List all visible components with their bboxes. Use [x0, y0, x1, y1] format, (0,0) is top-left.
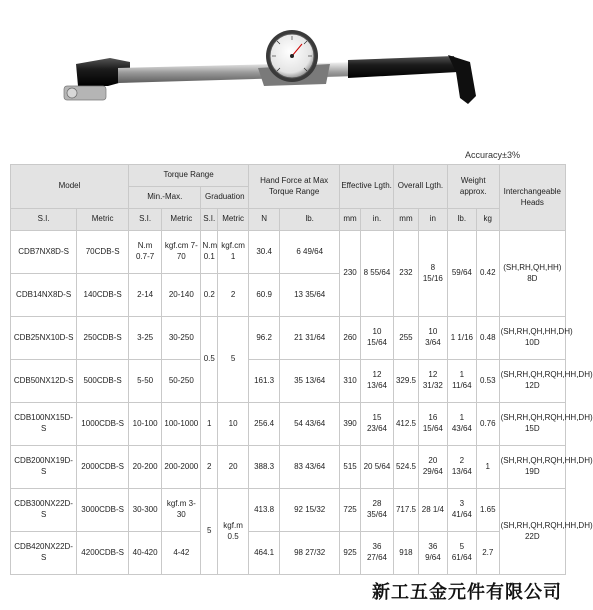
torque-wrench-illustration — [58, 28, 483, 128]
force-n-cell: 60.9 — [249, 274, 280, 317]
force-n-cell: 464.1 — [249, 532, 280, 575]
weight-lb-cell: 5 61/64 — [447, 532, 476, 575]
header-interchangeable-heads: Interchangeable Heads — [499, 165, 565, 231]
header-weight-kg: kg — [476, 209, 499, 231]
force-lb-cell: 21 31/64 — [280, 317, 340, 360]
force-lb-cell: 54 43/64 — [280, 403, 340, 446]
table-row — [11, 489, 566, 532]
table-row — [11, 403, 566, 446]
heads-cell: (SH,RH,QH,RQH,HH,DH) 19D — [499, 446, 565, 489]
range-metric-cell: kgf.m 3-30 — [162, 489, 201, 532]
model-si-cell: CDB7NX8D-S — [11, 231, 77, 274]
ov-mm-cell: 717.5 — [394, 489, 419, 532]
range-metric-cell: 200-2000 — [162, 446, 201, 489]
header-force-n: N — [249, 209, 280, 231]
force-n-cell: 30.4 — [249, 231, 280, 274]
table-row — [11, 360, 566, 403]
eff-mm-cell: 310 — [340, 360, 361, 403]
model-si-cell: CDB50NX12D-S — [11, 360, 77, 403]
force-lb-cell: 83 43/64 — [280, 446, 340, 489]
force-n-cell: 256.4 — [249, 403, 280, 446]
ov-in-cell: 16 15/64 — [418, 403, 447, 446]
header-range-si: S.I. — [129, 209, 162, 231]
table-row — [11, 317, 566, 360]
weight-kg-cell: 1 — [476, 446, 499, 489]
grad-si-cell: N.m 0.1 — [201, 231, 218, 274]
grad-metric-cell: kgf.m 0.5 — [218, 489, 249, 575]
eff-mm-cell: 725 — [340, 489, 361, 532]
heads-cell: (SH,RH,QH,RQH,HH,DH) 22D — [499, 489, 565, 575]
torque-wrench-photo — [58, 28, 483, 128]
range-si-cell: 10-100 — [129, 403, 162, 446]
header-ov-in: in — [418, 209, 447, 231]
model-si-cell: CDB14NX8D-S — [11, 274, 77, 317]
range-metric-cell: 30-250 — [162, 317, 201, 360]
header-force-lb: lb. — [280, 209, 340, 231]
range-si-cell: 3-25 — [129, 317, 162, 360]
eff-in-cell: 12 13/64 — [360, 360, 393, 403]
torque-wrench-spec-table — [10, 164, 593, 575]
range-metric-cell: 4-42 — [162, 532, 201, 575]
grad-metric-cell: 5 — [218, 317, 249, 403]
weight-lb-cell: 1 1/16 — [447, 317, 476, 360]
header-graduation: Graduation — [201, 187, 249, 209]
eff-mm-cell: 390 — [340, 403, 361, 446]
table-row — [11, 532, 566, 575]
range-si-cell: 20-200 — [129, 446, 162, 489]
header-range-metric: Metric — [162, 209, 201, 231]
heads-cell: (SH,RH,QH,RQH,HH,DH) 12D — [499, 360, 565, 403]
model-si-cell: CDB100NX15D-S — [11, 403, 77, 446]
force-lb-cell: 92 15/32 — [280, 489, 340, 532]
range-si-cell: N.m 0.7-7 — [129, 231, 162, 274]
eff-in-cell: 20 5/64 — [360, 446, 393, 489]
table-row — [11, 446, 566, 489]
weight-kg-cell: 1.65 — [476, 489, 499, 532]
grad-si-cell: 2 — [201, 446, 218, 489]
ov-in-cell: 10 3/64 — [418, 317, 447, 360]
company-name: 新工五金元件有限公司 — [372, 582, 562, 603]
heads-cell: (SH,RH,QH,HH,DH) 10D — [499, 317, 565, 360]
ov-mm-cell: 329.5 — [394, 360, 419, 403]
ov-mm-cell: 524.5 — [394, 446, 419, 489]
ov-mm-cell: 255 — [394, 317, 419, 360]
accuracy-note: Accuracy±3% — [465, 150, 520, 160]
grad-metric-cell: 20 — [218, 446, 249, 489]
ov-mm-cell: 412.5 — [394, 403, 419, 446]
weight-kg-cell: 2.7 — [476, 532, 499, 575]
eff-in-cell: 28 35/64 — [360, 489, 393, 532]
force-lb-cell: 98 27/32 — [280, 532, 340, 575]
weight-lb-cell: 1 11/64 — [447, 360, 476, 403]
heads-cell: (SH,RH,QH,RQH,HH,DH) 15D — [499, 403, 565, 446]
ov-mm-cell: 918 — [394, 532, 419, 575]
range-si-cell: 2-14 — [129, 274, 162, 317]
grad-si-cell: 0.2 — [201, 274, 218, 317]
range-si-cell: 5-50 — [129, 360, 162, 403]
grad-metric-cell: kgf.cm 1 — [218, 231, 249, 274]
model-si-cell: CDB420NX22D-S — [11, 532, 77, 575]
ov-in-cell: 8 15/16 — [418, 231, 447, 317]
header-eff-in: in. — [360, 209, 393, 231]
force-lb-cell: 6 49/64 — [280, 231, 340, 274]
header-model-metric: Metric — [77, 209, 129, 231]
grad-si-cell: 0.5 — [201, 317, 218, 403]
weight-kg-cell: 0.53 — [476, 360, 499, 403]
model-metric-cell: 70CDB-S — [77, 231, 129, 274]
header-overall-length: Overall Lgth. — [394, 165, 448, 209]
grad-metric-cell: 10 — [218, 403, 249, 446]
model-si-cell: CDB25NX10D-S — [11, 317, 77, 360]
model-metric-cell: 250CDB-S — [77, 317, 129, 360]
model-metric-cell: 2000CDB-S — [77, 446, 129, 489]
weight-lb-cell: 3 41/64 — [447, 489, 476, 532]
ov-in-cell: 20 29/64 — [418, 446, 447, 489]
header-ov-mm: mm — [394, 209, 419, 231]
range-si-cell: 30-300 — [129, 489, 162, 532]
range-si-cell: 40-420 — [129, 532, 162, 575]
force-n-cell: 388.3 — [249, 446, 280, 489]
eff-mm-cell: 260 — [340, 317, 361, 360]
ov-in-cell: 12 31/32 — [418, 360, 447, 403]
ov-in-cell: 28 1/4 — [418, 489, 447, 532]
weight-lb-cell: 1 43/64 — [447, 403, 476, 446]
weight-lb-cell: 59/64 — [447, 231, 476, 317]
header-weight: Weight approx. — [447, 165, 499, 209]
eff-in-cell: 10 15/64 — [360, 317, 393, 360]
eff-mm-cell: 515 — [340, 446, 361, 489]
force-lb-cell: 35 13/64 — [280, 360, 340, 403]
eff-mm-cell: 925 — [340, 532, 361, 575]
table-row — [11, 231, 566, 274]
header-weight-lb: lb. — [447, 209, 476, 231]
header-eff-mm: mm — [340, 209, 361, 231]
weight-kg-cell: 0.48 — [476, 317, 499, 360]
grad-metric-cell: 2 — [218, 274, 249, 317]
model-si-cell: CDB200NX19D-S — [11, 446, 77, 489]
model-si-cell: CDB300NX22D-S — [11, 489, 77, 532]
header-min-max: Min.-Max. — [129, 187, 201, 209]
ov-in-cell: 36 9/64 — [418, 532, 447, 575]
grad-si-cell: 5 — [201, 489, 218, 575]
ov-mm-cell: 232 — [394, 231, 419, 317]
header-hand-force: Hand Force at Max Torque Range — [249, 165, 340, 209]
range-metric-cell: 100-1000 — [162, 403, 201, 446]
header-grad-metric: Metric — [218, 209, 249, 231]
header-model-si: S.I. — [11, 209, 77, 231]
heads-cell: (SH,RH,QH,HH) 8D — [499, 231, 565, 317]
model-metric-cell: 1000CDB-S — [77, 403, 129, 446]
force-n-cell: 161.3 — [249, 360, 280, 403]
eff-mm-cell: 230 — [340, 231, 361, 317]
force-n-cell: 96.2 — [249, 317, 280, 360]
model-metric-cell: 500CDB-S — [77, 360, 129, 403]
header-grad-si: S.I. — [201, 209, 218, 231]
eff-in-cell: 15 23/64 — [360, 403, 393, 446]
header-model: Model — [11, 165, 129, 209]
weight-lb-cell: 2 13/64 — [447, 446, 476, 489]
eff-in-cell: 36 27/64 — [360, 532, 393, 575]
model-metric-cell: 4200CDB-S — [77, 532, 129, 575]
header-effective-length: Effective Lgth. — [340, 165, 394, 209]
range-metric-cell: kgf.cm 7-70 — [162, 231, 201, 274]
header-torque-range: Torque Range — [129, 165, 249, 187]
eff-in-cell: 8 55/64 — [360, 231, 393, 317]
model-metric-cell: 140CDB-S — [77, 274, 129, 317]
force-n-cell: 413.8 — [249, 489, 280, 532]
weight-kg-cell: 0.76 — [476, 403, 499, 446]
range-metric-cell: 50-250 — [162, 360, 201, 403]
grad-si-cell: 1 — [201, 403, 218, 446]
force-lb-cell: 13 35/64 — [280, 274, 340, 317]
model-metric-cell: 3000CDB-S — [77, 489, 129, 532]
weight-kg-cell: 0.42 — [476, 231, 499, 317]
range-metric-cell: 20-140 — [162, 274, 201, 317]
